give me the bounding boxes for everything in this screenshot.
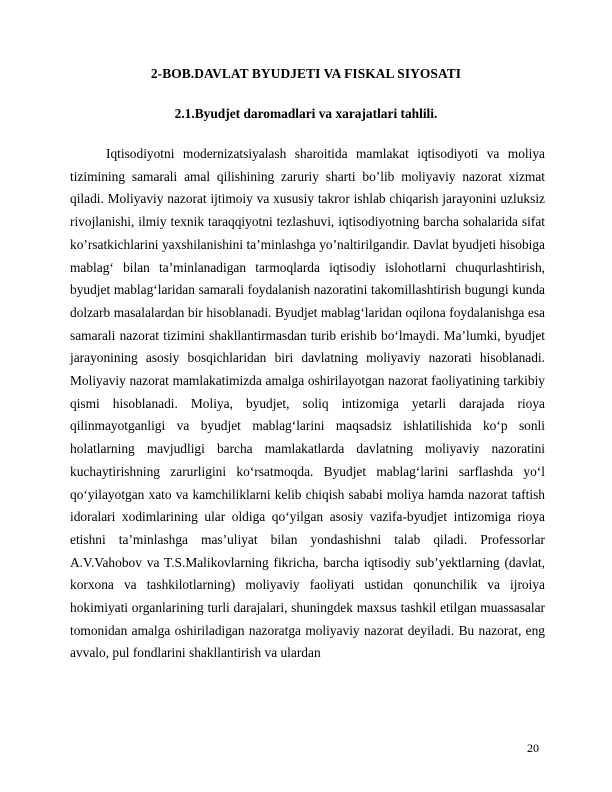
body-paragraph: Iqtisodiyotni modernizatsiyalash sharoitida mamlakat iqtisodiyoti va moliya tizimining samarali amal qilishining zaruriy sharti bo’lib moliyaviy nazorat xizmat qiladi. Moliyaviy nazorat ijtimoiy va xususiy takror ishlab chiqarish jarayonini uzluksiz rivojlanishi, ilmiy texnik taraqqiyotni tezlashuvi, iqtisodiyotning barcha sohalarida sifat ko’rsatkichlarini yaxshilanishini ta’minlashga yo’naltirilgandir. Davlat byudjeti hisobiga mablag‘ bilan ta’minlanadigan tarmoqlarda iqtisodiy islohotlarni chuqurlashtirish, byudjet mablag‘laridan samarali foydalanish nazoratini takomillashtirish bugungi kunda dolzarb masalalardan bir hisoblanadi. Byudjet mablag‘laridan oqilona foydalanishga esa samarali nazorat tizimini shakllantirmasdan turib erishib bo‘lmaydi. Ma’lumki, byudjet jarayonining asosiy bosqichlaridan biri davlatning moliyaviy nazorati hisoblanadi. Moliyaviy nazorat mamlakatimizda amalga oshirilayotgan nazorat faoliyatining tarkibiy qismi hisoblanadi. Moliya, byudjet, soliq intizomiga yetarli darajada rioya qilinmayotganligi va byudjet mablag‘larini maqsadsiz ishlatilishida ko‘p sonli holatlarning mavjudligi barcha mamlakatlarda davlatning moliyaviy nazoratini kuchaytirishning zarurligini ko‘rsatmoqda. Byudjet mablag‘larini sarflashda yo‘l qo‘yilayotgan xato va kamchiliklarni kelib chiqish sababi moliya hamda nazorat taftish idoralari xodimlarining ular oldiga qo‘yilgan asosiy vazifa-byudjet intizomiga rioya etishni ta’minlashga mas’uliyat bilan yondashishni talab qiladi. Professorlar A.V.Vahobov va T.S.Malikovlarning fikricha, barcha iqtisodiy sub’yektlarning (davlat, korxona va tashkilotlarning) moliyaviy faoliyati ustidan qonunchilik va ijroiya hokimiyati organlarining turli darajalari, shuningdek maxsus tashkil etilgan muassasalar tomonidan amalga oshiriladigan nazoratga moliyaviy nazorat deyiladi. Bu nazorat, eng avvalo, pul fondlarini shakllantirish va ulardan xyxy=(70,146,545,661)
section-title: 2.1.Byudjet daromadlari va xarajatlari tahlili. xyxy=(174,106,438,121)
chapter-title: 2-BOB.DAVLAT BYUDJETI VA FISKAL SIYOSATI xyxy=(150,66,462,81)
page-number: 20 xyxy=(527,741,539,755)
